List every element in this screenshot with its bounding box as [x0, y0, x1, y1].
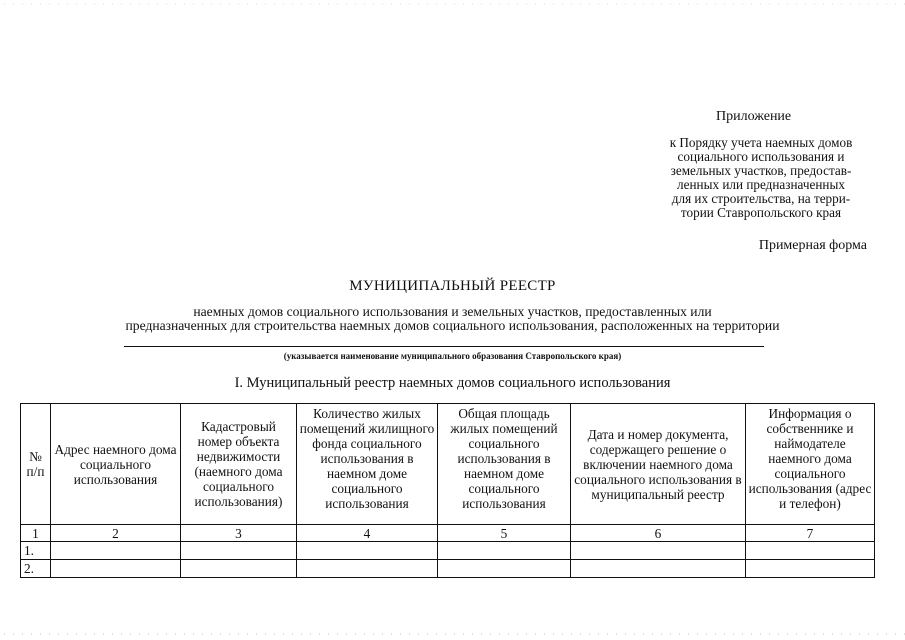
column-number-cell: 5 — [438, 525, 571, 542]
appendix-line: для их строительства, на терри- — [671, 191, 851, 206]
column-number-cell: 6 — [571, 525, 746, 542]
table-cell — [571, 542, 746, 560]
underline-caption: (указывается наименование муниципального образования Ставропольского края) — [283, 351, 622, 361]
column-number-row — [21, 525, 875, 542]
header-row — [21, 404, 875, 525]
row-number-cell: 2. — [21, 560, 51, 578]
appendix-line: ленных или предназначенных — [677, 177, 845, 192]
appendix-line: социального использования и — [677, 149, 845, 164]
registry-table — [20, 403, 875, 578]
header-cell-owner-info: Информация о собственнике и наймодателе наемного дома социального использования (адрес и телефон) — [746, 404, 875, 525]
header-cell-rooms-count: Количество жилых помещений жилищного фонда социального использования в наемном доме социального использования — [297, 404, 438, 525]
appendix-line: к Порядку учета наемных домов — [669, 135, 853, 150]
table-cell — [297, 560, 438, 578]
column-number-cell: 7 — [746, 525, 875, 542]
row-number-cell: 1. — [21, 542, 51, 560]
table-cell — [297, 542, 438, 560]
table-cell — [181, 542, 297, 560]
table-cell — [746, 560, 875, 578]
column-number-cell: 3 — [181, 525, 297, 542]
subtitle-line: наемных домов социального использования и земельных участков, предоставленных или — [193, 304, 712, 319]
header-cell-document: Дата и номер документа, содержащего решение о включении наемного дома социального использования в муниципальный реестр — [571, 404, 746, 525]
table-row — [21, 560, 875, 578]
header-cell-cadastral: Кадастровый номер объекта недвижимости (наемного дома социального использования) — [181, 404, 297, 525]
header-cell-number: № п/п — [21, 404, 51, 525]
column-number-cell: 4 — [297, 525, 438, 542]
subtitle-line: предназначенных для строительства наемных домов социального использования, расположенных на территории — [125, 318, 780, 333]
document-subtitle — [40, 305, 865, 333]
appendix-line: тории Ставропольского края — [680, 205, 842, 220]
table-cell — [746, 542, 875, 560]
header-cell-address: Адрес наемного дома социального использования — [51, 404, 181, 525]
table-cell — [571, 560, 746, 578]
form-label: Примерная форма — [758, 238, 867, 253]
table-cell — [51, 560, 181, 578]
document-title: МУНИЦИПАЛЬНЫЙ РЕЕСТР — [349, 278, 556, 294]
municipality-underline — [124, 346, 764, 347]
scan-noise-top — [0, 2, 905, 6]
appendix-title: Приложение — [716, 109, 792, 124]
column-number-cell: 1 — [21, 525, 51, 542]
table-row — [21, 542, 875, 560]
column-number-cell: 2 — [51, 525, 181, 542]
table-cell — [181, 560, 297, 578]
appendix-line: земельных участков, предостав- — [670, 163, 852, 178]
table-cell — [438, 560, 571, 578]
section-title: I. Муниципальный реестр наемных домов социального использования — [234, 375, 671, 391]
header-cell-area: Общая площадь жилых помещений социального использования в наемном доме социального использования — [438, 404, 571, 525]
table-cell — [51, 542, 181, 560]
appendix-body — [650, 136, 872, 220]
table-cell — [438, 542, 571, 560]
scan-noise-bottom — [0, 632, 905, 636]
